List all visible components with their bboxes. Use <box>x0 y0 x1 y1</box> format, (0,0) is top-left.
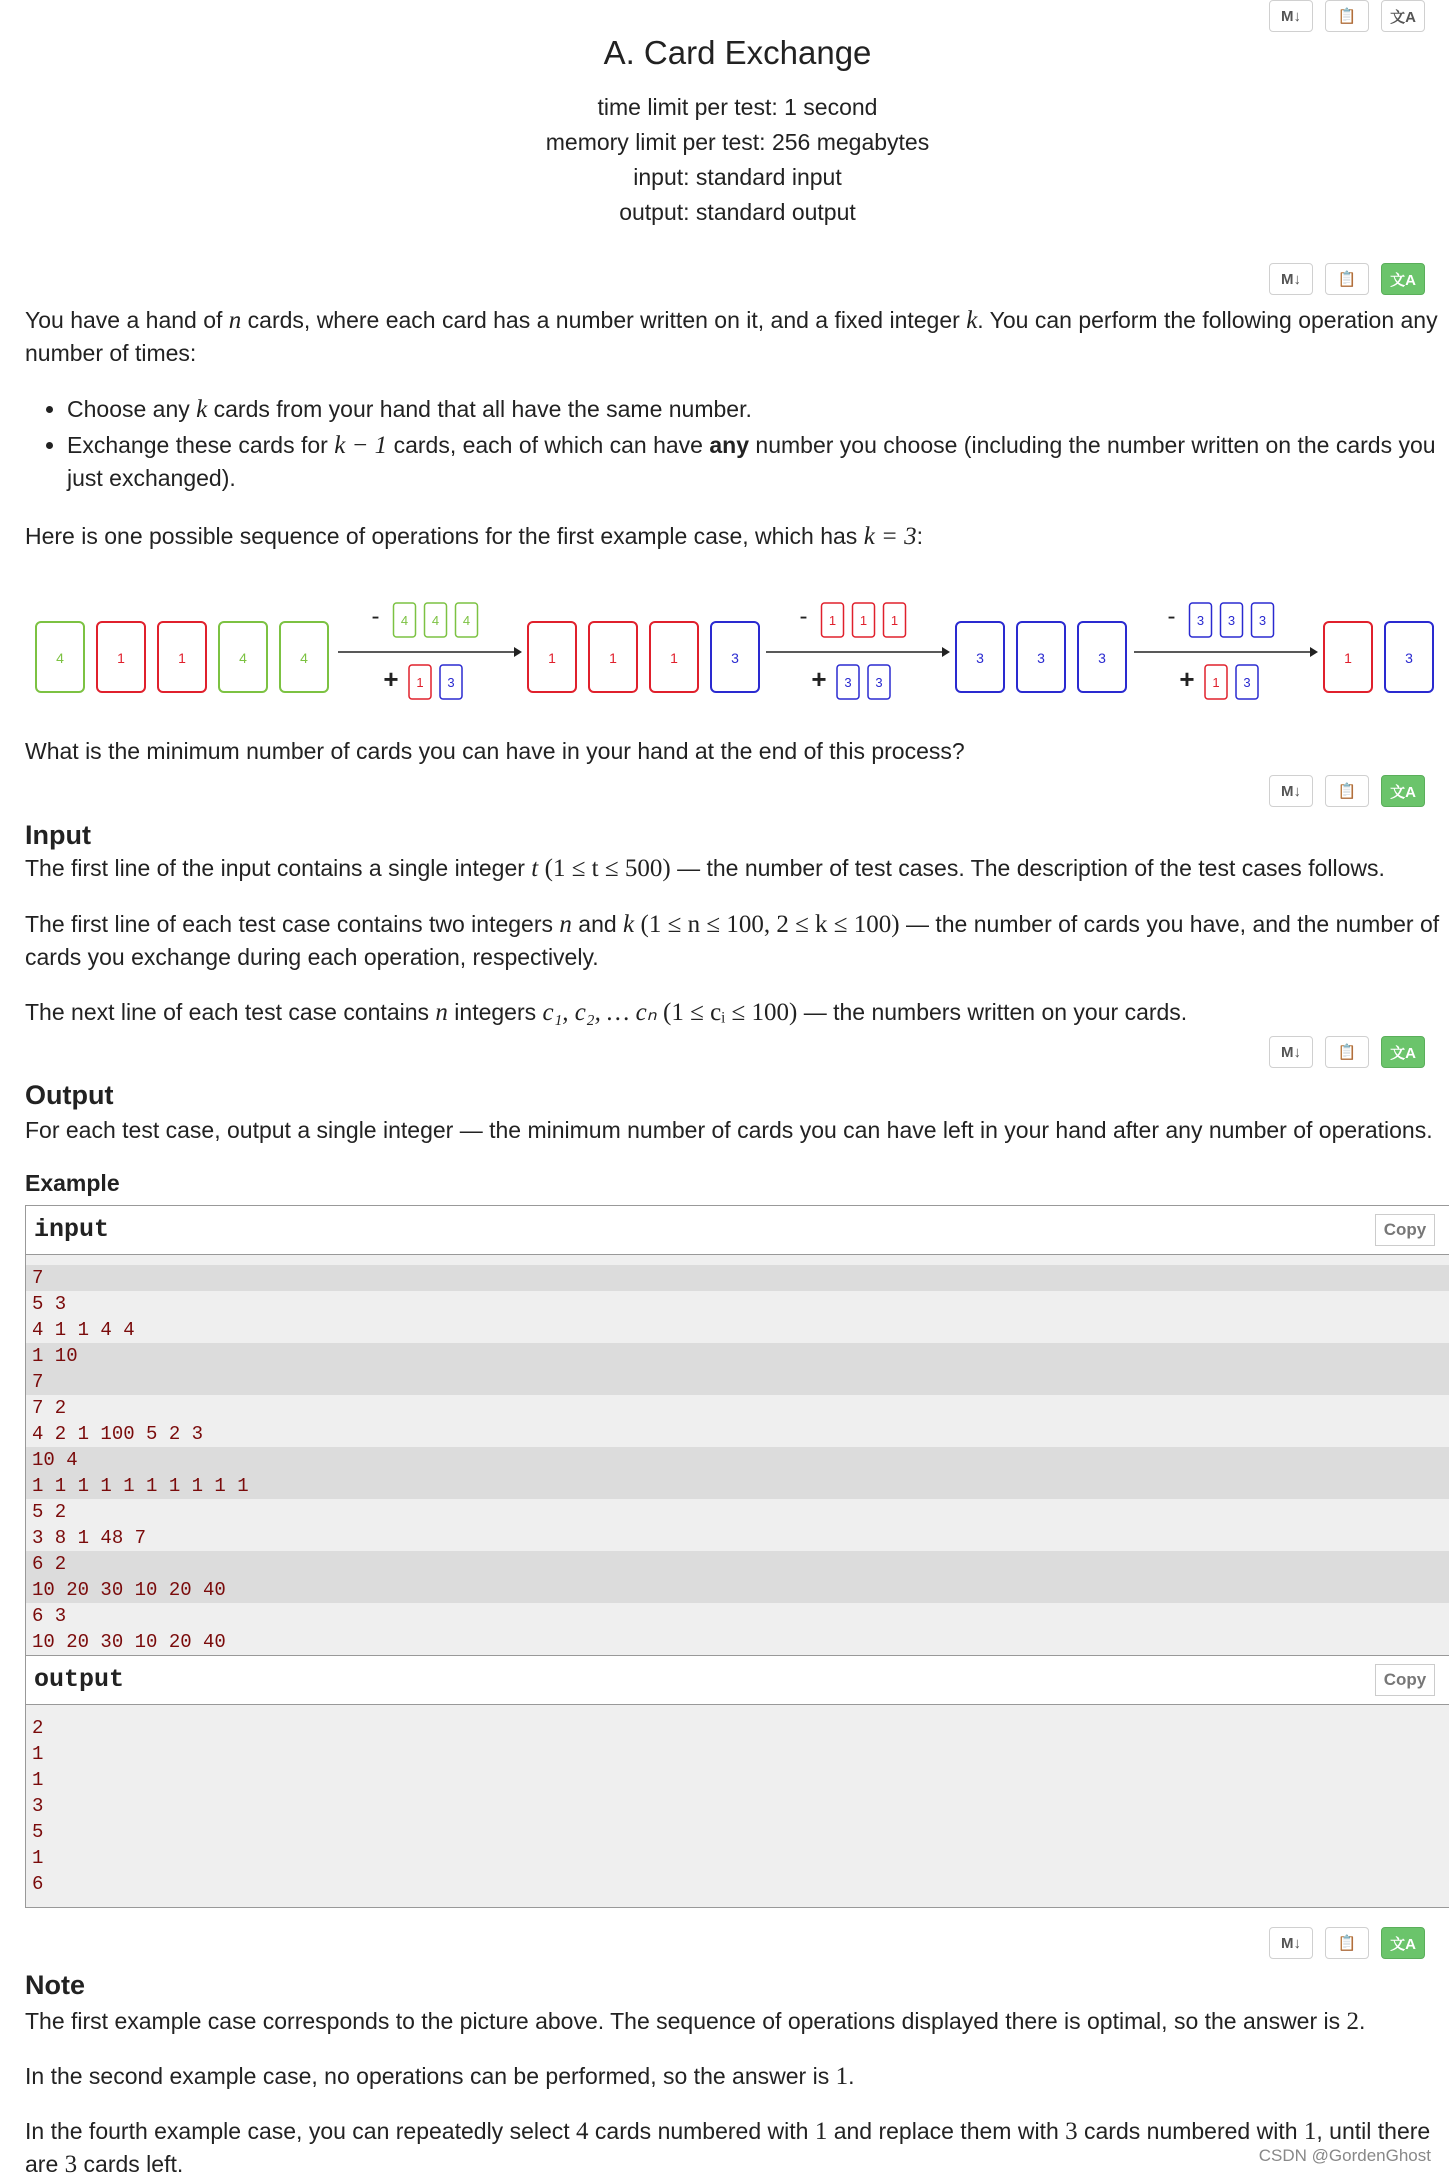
text: cards, each of which can have <box>387 432 710 458</box>
math-k-minus-1: k − 1 <box>334 432 388 459</box>
text: You have a hand of <box>25 307 229 333</box>
input-line-1 <box>25 852 1445 885</box>
card-value: 4 <box>239 650 247 666</box>
example-label: Example <box>25 1170 120 1196</box>
text: and <box>571 911 624 937</box>
input-header <box>26 1206 1449 1255</box>
text: — the numbers written on your cards. <box>797 999 1188 1025</box>
card-value: 3 <box>976 650 984 666</box>
input-line: 3 8 1 48 7 <box>32 1527 147 1549</box>
math-c-range: (1 ≤ cᵢ ≤ 100) <box>663 999 798 1026</box>
text: Choose any <box>67 396 197 422</box>
output-line: 5 <box>32 1821 44 1843</box>
math-c-seq: c₁, c₂, … cₙ <box>542 999 657 1026</box>
minus-sign: - <box>799 603 808 630</box>
math-t: t <box>531 855 539 882</box>
math-one: 1 <box>814 2118 828 2145</box>
note-line-1 <box>25 2005 1445 2038</box>
input-line: 10 4 <box>26 1447 1449 1473</box>
output-line: 1 <box>32 1769 44 1791</box>
text: The first line of each test case contains two integers <box>25 911 560 937</box>
minus-sign: - <box>1167 603 1176 630</box>
card-exchange-diagram <box>0 590 1449 720</box>
copy-input-button[interactable]: Copy <box>1375 1214 1435 1246</box>
translate-done-button[interactable]: 文A <box>1381 775 1425 807</box>
mini-card-value: 3 <box>1227 613 1236 628</box>
card-value: 3 <box>1037 650 1045 666</box>
mini-card-value: 1 <box>828 613 837 628</box>
text: cards from your hand that all have the same number. <box>207 396 752 422</box>
text: The first line of the input contains a single integer <box>25 855 532 881</box>
translate-button[interactable]: 文A <box>1381 0 1425 32</box>
math-n: n <box>228 307 242 334</box>
example-input-box <box>25 1205 1449 1666</box>
output-title: Output <box>25 1080 114 1110</box>
input-line: 1 10 <box>26 1343 1449 1369</box>
markdown-button[interactable]: M↓ <box>1269 263 1313 295</box>
input-line-3 <box>25 996 1445 1029</box>
input-line: 7 2 <box>32 1397 67 1419</box>
text: : <box>916 523 924 549</box>
plus-sign: + <box>811 664 827 694</box>
text: — the number of test cases. The description of the test cases follows. <box>670 855 1385 881</box>
text: . <box>1359 2008 1366 2034</box>
math-three: 3 <box>64 2151 78 2178</box>
output-line: 6 <box>32 1873 44 1895</box>
minus-sign: - <box>371 603 380 630</box>
text: The first example case corresponds to the picture above. The sequence of operations displayed there is optimal, so the answer is <box>25 2008 1347 2034</box>
mini-card-value: 3 <box>1258 613 1267 628</box>
text: number you choose (including the number written on the cards you just exchanged). <box>67 432 1436 491</box>
clipboard-button[interactable]: 📋 <box>1325 1036 1369 1068</box>
input-spec: input: standard input <box>633 164 842 190</box>
input-line-2 <box>25 908 1445 973</box>
text: cards left. <box>77 2151 184 2177</box>
problem-title: A. Card Exchange <box>603 34 872 71</box>
translate-done-button[interactable]: 文A <box>1381 263 1425 295</box>
math-one: 1 <box>1303 2118 1317 2145</box>
clipboard-button[interactable]: 📋 <box>1325 0 1369 32</box>
card-value: 1 <box>117 650 125 666</box>
text: , until there are <box>25 2118 1431 2177</box>
list-item <box>67 429 1449 494</box>
text: cards, where each card has a number written on it, and a fixed integer <box>241 307 967 333</box>
math-three: 3 <box>1065 2118 1078 2145</box>
translate-done-button[interactable]: 文A <box>1381 1036 1425 1068</box>
output-line: 1 <box>32 1743 44 1765</box>
markdown-button[interactable]: M↓ <box>1269 1036 1313 1068</box>
mini-card-value: 3 <box>447 675 455 690</box>
input-title: Input <box>25 820 91 850</box>
copy-output-button[interactable]: Copy <box>1375 1664 1435 1696</box>
markdown-button[interactable]: M↓ <box>1269 775 1313 807</box>
plus-sign: + <box>1179 664 1195 694</box>
input-line: 7 <box>26 1369 1449 1395</box>
mini-card-value: 1 <box>859 613 868 628</box>
arrow-head <box>1310 647 1318 657</box>
text: . <box>848 2063 855 2089</box>
time-limit: time limit per test: 1 second <box>597 94 878 120</box>
note-line-3 <box>25 2115 1445 2181</box>
plus-sign: + <box>383 664 399 694</box>
output-description: For each test case, output a single integer — the minimum number of cards you can have left in your hand after any number of operations. <box>25 1117 1433 1143</box>
text: — the number of cards you have, and the number of cards you exchange during each operation, respectively. <box>25 911 1440 970</box>
watermark: CSDN @GordenGhost <box>1258 2146 1431 2165</box>
math-k: k <box>623 911 635 938</box>
input-line: 1 1 1 1 1 1 1 1 1 1 <box>26 1473 1449 1499</box>
operation-list <box>25 393 1449 497</box>
math-nk-range: (1 ≤ n ≤ 100, 2 ≤ k ≤ 100) <box>640 911 900 938</box>
question-paragraph: What is the minimum number of cards you can have in your hand at the end of this process? <box>25 738 965 764</box>
input-line: 10 20 30 10 20 40 <box>32 1631 226 1653</box>
clipboard-button[interactable]: 📋 <box>1325 775 1369 807</box>
example-intro <box>25 520 1445 553</box>
emphasis: any <box>709 432 750 458</box>
text: and replace them with <box>827 2118 1066 2144</box>
text: cards numbered with <box>1077 2118 1304 2144</box>
output-spec: output: standard output <box>619 199 856 225</box>
note-toolbar <box>1269 1927 1425 1959</box>
card-value: 1 <box>609 650 617 666</box>
input-toolbar <box>1269 775 1425 807</box>
header-toolbar <box>1269 0 1425 32</box>
markdown-button[interactable]: M↓ <box>1269 0 1313 32</box>
output-content <box>26 1705 1449 1907</box>
statement-paragraph <box>25 304 1445 369</box>
translate-done-button[interactable]: 文A <box>1381 1927 1425 1959</box>
mini-card-value: 4 <box>400 613 409 628</box>
memory-limit: memory limit per test: 256 megabytes <box>545 129 930 155</box>
input-line: 4 2 1 100 5 2 3 <box>32 1423 204 1445</box>
card-value: 1 <box>548 650 556 666</box>
mini-card-value: 3 <box>844 675 852 690</box>
output-line: 2 <box>32 1717 44 1739</box>
input-line: 5 3 <box>32 1293 67 1315</box>
card-value: 3 <box>1098 650 1106 666</box>
math-four: 4 <box>576 2118 589 2145</box>
card-value: 1 <box>178 650 186 666</box>
card-value: 4 <box>56 650 64 666</box>
card-value: 3 <box>731 650 739 666</box>
math-n: n <box>435 999 448 1026</box>
math-one: 1 <box>835 2063 849 2090</box>
card-value: 3 <box>1405 650 1413 666</box>
input-content <box>26 1255 1449 1665</box>
arrow-head <box>514 647 522 657</box>
list-item <box>67 393 1449 426</box>
note-title: Note <box>25 1970 85 2000</box>
text: Exchange these cards for <box>67 432 335 458</box>
problem-header <box>0 34 1449 230</box>
math-k: k <box>196 396 208 423</box>
text: In the fourth example case, you can repeatedly select <box>25 2118 577 2144</box>
text: In the second example case, no operations can be performed, so the answer is <box>25 2063 836 2089</box>
text: Here is one possible sequence of operations for the first example case, which has <box>25 523 864 549</box>
math-two: 2 <box>1346 2008 1360 2035</box>
text: The next line of each test case contains <box>25 999 436 1025</box>
example-output-box <box>25 1655 1449 1908</box>
mini-card-value: 3 <box>1243 675 1251 690</box>
text: cards numbered with <box>588 2118 815 2144</box>
math-t-range: (1 ≤ t ≤ 500) <box>544 855 671 882</box>
arrow-head <box>942 647 950 657</box>
note-line-2 <box>25 2060 1445 2093</box>
mini-card-value: 1 <box>890 613 899 628</box>
mini-card-value: 4 <box>462 613 471 628</box>
card-value: 1 <box>1344 650 1352 666</box>
input-line: 7 <box>26 1265 1449 1291</box>
clipboard-button[interactable]: 📋 <box>1325 1927 1369 1959</box>
mini-card-value: 4 <box>431 613 440 628</box>
math-n: n <box>559 911 572 938</box>
text: . You can perform the following operation any number of times: <box>25 307 1438 366</box>
output-header <box>26 1656 1449 1705</box>
math-k-eq-3: k = 3 <box>863 523 917 550</box>
clipboard-button[interactable]: 📋 <box>1325 263 1369 295</box>
math-k: k <box>966 307 978 334</box>
input-line: 6 2 <box>26 1551 1449 1577</box>
input-line: 5 2 <box>32 1501 67 1523</box>
mini-card-value: 1 <box>416 675 424 690</box>
input-label: input <box>34 1215 110 1244</box>
output-line: 3 <box>32 1795 44 1817</box>
text: integers <box>447 999 543 1025</box>
mini-card-value: 3 <box>1196 613 1205 628</box>
card-value: 1 <box>670 650 678 666</box>
input-line: 10 20 30 10 20 40 <box>26 1577 1449 1603</box>
statement-toolbar <box>1269 263 1425 295</box>
input-line: 6 3 <box>32 1605 67 1627</box>
output-line: 1 <box>32 1847 44 1869</box>
output-toolbar <box>1269 1036 1425 1068</box>
mini-card-value: 1 <box>1212 675 1220 690</box>
card-value: 4 <box>300 650 308 666</box>
markdown-button[interactable]: M↓ <box>1269 1927 1313 1959</box>
output-label: output <box>34 1665 125 1694</box>
mini-card-value: 3 <box>875 675 883 690</box>
input-line: 4 1 1 4 4 <box>32 1319 135 1341</box>
